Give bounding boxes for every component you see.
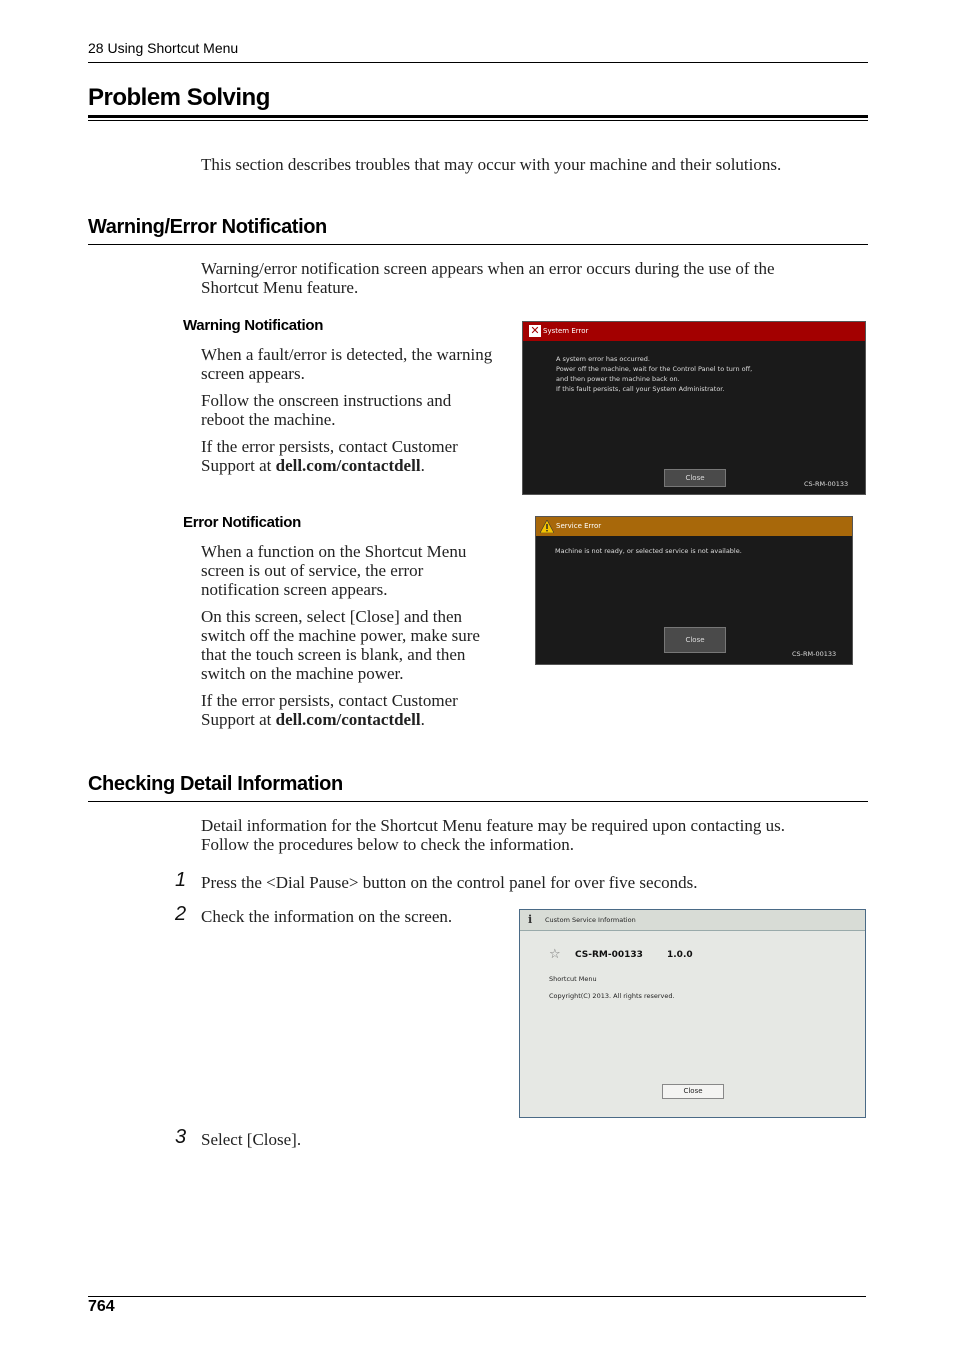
warning-triangle-icon (540, 520, 554, 533)
section-title-rule-thin (88, 120, 868, 121)
step-2-number: 2 (175, 903, 187, 925)
page-number: 764 (88, 1298, 115, 1315)
warning-error-rule (88, 244, 868, 245)
star-icon: ☆ (549, 947, 561, 962)
running-header: 28 Using Shortcut Menu (88, 40, 239, 56)
warning-error-intro: Warning/error notification screen appears when an error occurs during the use of the Shortcut Menu feature. (201, 259, 775, 297)
step-1-text: Press the <Dial Pause> button on the control panel for over five seconds. (201, 873, 698, 892)
service-error-code: CS-RM-00133 (792, 650, 837, 658)
detail-title: Checking Detail Information (88, 773, 343, 795)
app-version: 1.0.0 (667, 950, 693, 960)
section-intro: This section describes troubles that may occur with your machine and their solutions. (201, 155, 782, 174)
section-title-rule-thick (88, 115, 868, 118)
warning-notification-text: When a fault/error is detected, the warning screen appears. Follow the onscreen instructions and reboot the machine. If the error persists, contact Customer Support at dell.com/contactdell. (201, 345, 493, 475)
system-error-message: A system error has occurred. Power off the machine, wait for the Control Panel to turn off, and then power the machine back on. If this fault persists, call your System Administrator. (556, 355, 753, 393)
step-3-text: Select [Close]. (201, 1130, 302, 1149)
custom-info-screen (519, 909, 866, 1118)
step-2-text: Check the information on the screen. (201, 907, 453, 926)
close-x-icon: ✕ (530, 324, 540, 337)
detail-intro: Detail information for the Shortcut Menu feature may be required upon contacting us. Follow the procedures below to check the information. (201, 816, 785, 854)
app-name: Shortcut Menu (549, 975, 597, 983)
service-error-titlebar: Service Error (536, 517, 852, 536)
info-icon: i (528, 913, 533, 926)
footer-rule (88, 1296, 866, 1297)
step-3-number: 3 (175, 1126, 187, 1148)
custom-info-titlebar: i Custom Service Information (520, 910, 865, 931)
system-error-screen (522, 321, 866, 495)
service-error-message: Machine is not ready, or selected service is not available. (555, 547, 742, 555)
custom-info-close-button[interactable]: Close (662, 1084, 724, 1099)
step-1-number: 1 (175, 869, 187, 891)
system-error-titlebar: ✕ System Error (523, 322, 865, 341)
system-error-close-button[interactable]: Close (664, 469, 726, 487)
detail-rule (88, 801, 868, 802)
copyright: Copyright(C) 2013. All rights reserved. (549, 992, 675, 1000)
warning-error-title: Warning/Error Notification (88, 216, 327, 238)
error-notification-heading: Error Notification (183, 514, 301, 531)
error-notification-text: When a function on the Shortcut Menu screen is out of service, the error notification screen appears. On this screen, select [Close] and then switch off the machine power, make sure that the touch screen is blank, and then switch on the machine power. If the error persists, contact Customer Support at dell.com/contactdell. (201, 542, 480, 729)
header-rule (88, 62, 868, 63)
system-error-code: CS-RM-00133 (804, 480, 849, 488)
service-error-close-button[interactable]: Close (664, 627, 726, 653)
service-error-screen (535, 516, 853, 665)
contact-link[interactable]: dell.com/contactdell (275, 456, 421, 475)
warning-notification-heading: Warning Notification (183, 317, 324, 334)
contact-link[interactable]: dell.com/contactdell (275, 710, 421, 729)
section-title: Problem Solving (88, 84, 270, 111)
app-id: CS-RM-00133 (575, 950, 643, 960)
